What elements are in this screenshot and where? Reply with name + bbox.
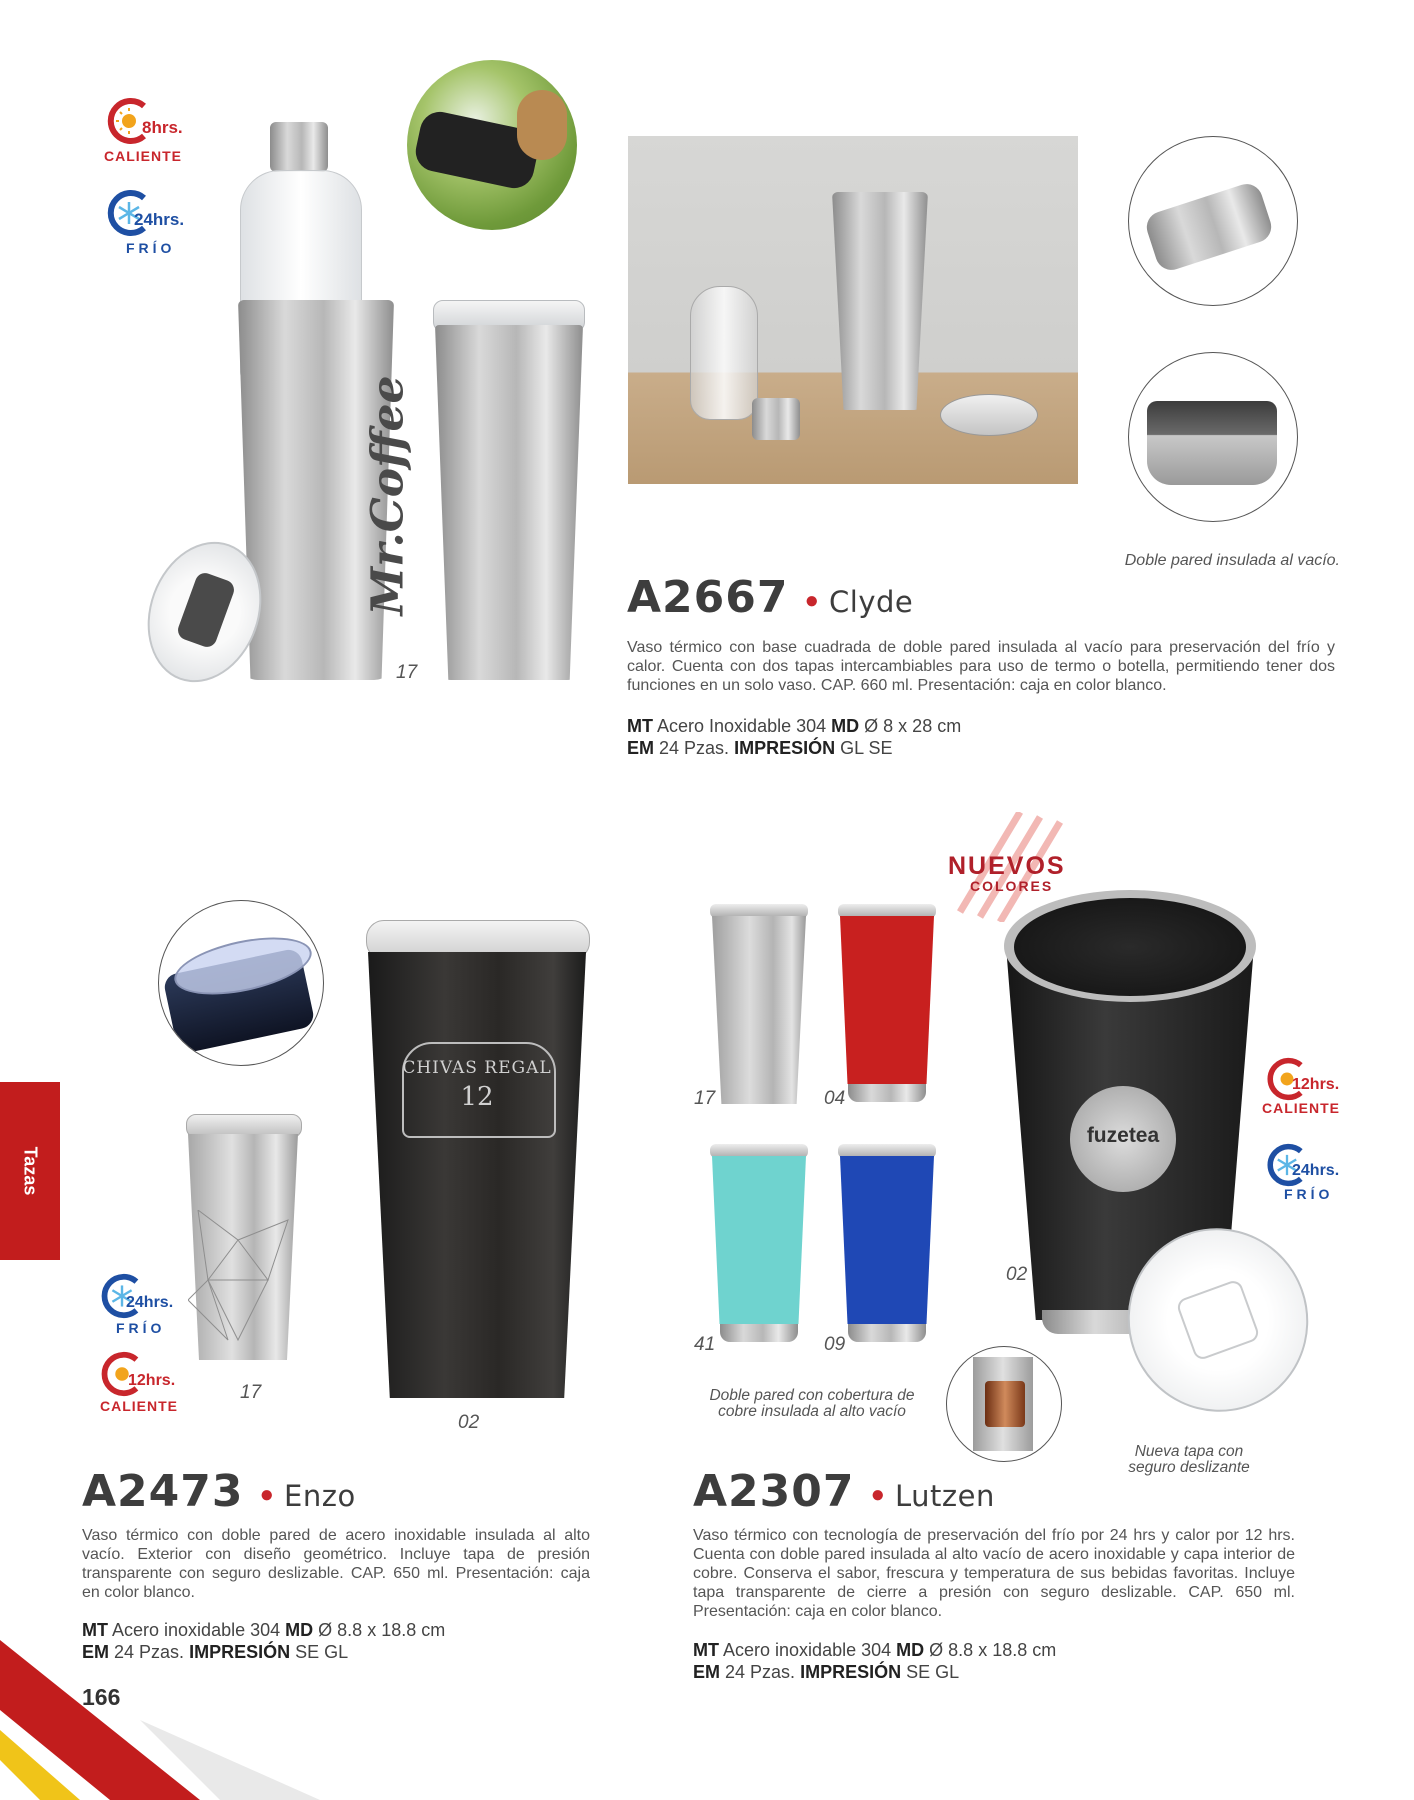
md-label: MD [831, 716, 860, 736]
lutzen-spec-line-2 [693, 1662, 959, 1683]
mt-value: Acero Inoxidable 304 [657, 716, 827, 736]
badge-label: FRÍO [116, 1320, 166, 1336]
detail-rim [1147, 401, 1277, 485]
interior-detail-circle [1128, 352, 1298, 522]
lutzen-color-09: 09 [824, 1334, 846, 1355]
em-label: EM [627, 738, 654, 758]
badge-hours: 24hrs. [1292, 1162, 1340, 1179]
lutzen-variant-04 [838, 904, 936, 1104]
em-value: 24 Pzas. [725, 1662, 796, 1682]
geometric-pattern [188, 1210, 298, 1350]
badge-hours: 24hrs. [134, 210, 185, 229]
product-code: A2473 [82, 1466, 244, 1517]
clyde-color-17: 17 [396, 662, 418, 683]
corner-decoration [0, 1640, 320, 1800]
scene-glass-top [690, 286, 758, 420]
mt-value: Acero inoxidable 304 [723, 1640, 892, 1660]
badge-hours: 12hrs. [1292, 1076, 1340, 1093]
product-code: A2307 [693, 1466, 855, 1517]
lutzen-spec-line-1 [693, 1640, 1056, 1661]
enzo-spec-line-1 [82, 1620, 445, 1641]
enzo-logo-sub: 12 [460, 1082, 494, 1112]
scene-lid [940, 394, 1038, 436]
enzo-description: Vaso térmico con doble pared de acero inoxidable insulada al alto vacío. Exterior con diseño geométrico. Incluye tapa de presión transparente con seguro deslizable. CAP. 650 ml. Presentación: caja en color blanco. [82, 1527, 590, 1601]
lutzen-color-02: 02 [1006, 1264, 1028, 1285]
md-value: Ø 8.8 x 18.8 cm [929, 1640, 1057, 1660]
badge-hours: 8hrs. [142, 118, 183, 137]
enzo-hot-12hrs-badge [96, 1350, 196, 1420]
em-value: 24 Pzas. [114, 1642, 185, 1662]
badge-hours: 12hrs. [128, 1372, 176, 1389]
lutzen-color-04: 04 [824, 1088, 846, 1109]
badge-label: CALIENTE [100, 1398, 178, 1414]
enzo-title [82, 1466, 356, 1517]
lifestyle-photo-circle [407, 60, 577, 230]
title-dot: ● [259, 1481, 275, 1508]
section-tab-label: Tazas [20, 1146, 41, 1196]
lutzen-variant-41 [710, 1144, 808, 1344]
em-label: EM [693, 1662, 720, 1682]
enzo-color-17: 17 [240, 1382, 262, 1403]
imp-label: IMPRESIÓN [734, 738, 836, 758]
lutzen-cold-24hrs-badge [1262, 1142, 1362, 1212]
detail-bottle-cap [1143, 180, 1276, 274]
tumbler-body [435, 325, 583, 680]
lutzen-title [693, 1466, 995, 1517]
variant-lid [838, 904, 936, 918]
enzo-color-02: 02 [458, 1412, 480, 1433]
black-opening [1014, 898, 1246, 996]
md-label: MD [896, 1640, 925, 1660]
black-body [368, 952, 586, 1398]
imp-value: SE GL [906, 1662, 960, 1682]
section-tab [0, 1082, 60, 1260]
lutzen-color-17: 17 [694, 1088, 716, 1109]
em-value: 24 Pzas. [659, 738, 730, 758]
new-colors-line2: COLORES [970, 878, 1054, 894]
mt-label: MT [82, 1620, 108, 1640]
scene-cap [752, 398, 800, 440]
badge-label: CALIENTE [1262, 1100, 1340, 1116]
enzo-silver-tumbler [186, 1114, 300, 1360]
clyde-description: Vaso térmico con base cuadrada de doble pared insulada al vacío para preservación del frío y calor. Cuenta con dos tapas intercambiables para uso de termo o botella, permitiendo tener dos funciones en un solo vaso. CAP. 660 ml. Presentación: caja en color blanco. [627, 639, 1335, 694]
fuzetea-logo-text: fuzetea [1086, 1124, 1160, 1147]
badge-label: CALIENTE [104, 148, 182, 164]
variant-lid [710, 904, 808, 918]
clyde-spec-line-1 [627, 716, 961, 737]
imp-label: IMPRESIÓN [800, 1662, 902, 1682]
md-label: MD [285, 1620, 314, 1640]
lutzen-description: Vaso térmico con tecnología de preservación del frío por 24 hrs y calor por 12 hrs. Cuenta con doble pared insulada al alto vacío de acero inoxidable y capa interior de cobre. Conserva el sabor, frescura y temperatura de sus bebidas favoritas. Incluye tapa transparente de cierre a presión con seguro deslizable. CAP. 650 ml. Presentación: caja en color blanco. [693, 1527, 1295, 1620]
product-name: Lutzen [895, 1479, 995, 1513]
lid-caption: Nueva tapa con seguro deslizante [1128, 1443, 1250, 1476]
md-value: Ø 8.8 x 18.8 cm [318, 1620, 446, 1640]
variant-body [840, 916, 934, 1084]
scene-tumbler [832, 192, 928, 410]
mt-label: MT [693, 1640, 719, 1660]
title-dot: ● [804, 587, 820, 614]
variant-base [848, 1324, 926, 1342]
enzo-black-tumbler [360, 920, 592, 1398]
new-colors-line1: NUEVOS [948, 852, 1066, 880]
enzo-cold-24hrs-badge [96, 1272, 196, 1342]
em-label: EM [82, 1642, 109, 1662]
variant-body [712, 916, 806, 1104]
enzo-lid-detail-circle [158, 900, 324, 1066]
imp-value: GL SE [840, 738, 893, 758]
clyde-caption: Doble pared insulada al vacío. [1124, 552, 1340, 569]
product-name: Clyde [829, 585, 914, 619]
variant-body [840, 1156, 934, 1324]
lutzen-variant-09 [838, 1144, 936, 1344]
bottle-cap [270, 122, 328, 172]
imp-label: IMPRESIÓN [189, 1642, 291, 1662]
title-dot: ● [870, 1481, 886, 1508]
badge-label: FRÍO [126, 240, 176, 256]
dog-shape [517, 90, 567, 160]
lutzen-variant-17 [710, 904, 808, 1104]
lutzen-hot-12hrs-badge [1262, 1056, 1362, 1126]
md-value: Ø 8 x 28 cm [864, 716, 962, 736]
copper-caption: Doble pared con cobertura de cobre insulada al alto vacío [709, 1387, 915, 1420]
variant-body [712, 1156, 806, 1324]
copper-detail-circle [946, 1346, 1062, 1462]
mt-value: Acero inoxidable 304 [112, 1620, 281, 1640]
badge-label: FRÍO [1284, 1186, 1334, 1202]
variant-base [720, 1324, 798, 1342]
enzo-logo-text: CHIVAS REGAL [402, 1058, 552, 1078]
clyde-spec-line-2 [627, 738, 892, 759]
clyde-title [627, 572, 913, 623]
variant-lid [710, 1144, 808, 1158]
mt-label: MT [627, 716, 653, 736]
badge-hours: 24hrs. [126, 1294, 174, 1311]
bottle-logo-text: Mr.Coffee [362, 375, 414, 616]
page-number: 166 [82, 1684, 121, 1710]
variant-lid [838, 1144, 936, 1158]
copper-layer [985, 1381, 1025, 1427]
variant-base [848, 1084, 926, 1102]
imp-value: SE GL [295, 1642, 349, 1662]
bottom-detail-circle [1128, 136, 1298, 306]
clyde-scene-photo [628, 136, 1078, 484]
product-code: A2667 [627, 572, 789, 623]
lutzen-color-41: 41 [694, 1334, 716, 1355]
product-name: Enzo [284, 1479, 356, 1513]
